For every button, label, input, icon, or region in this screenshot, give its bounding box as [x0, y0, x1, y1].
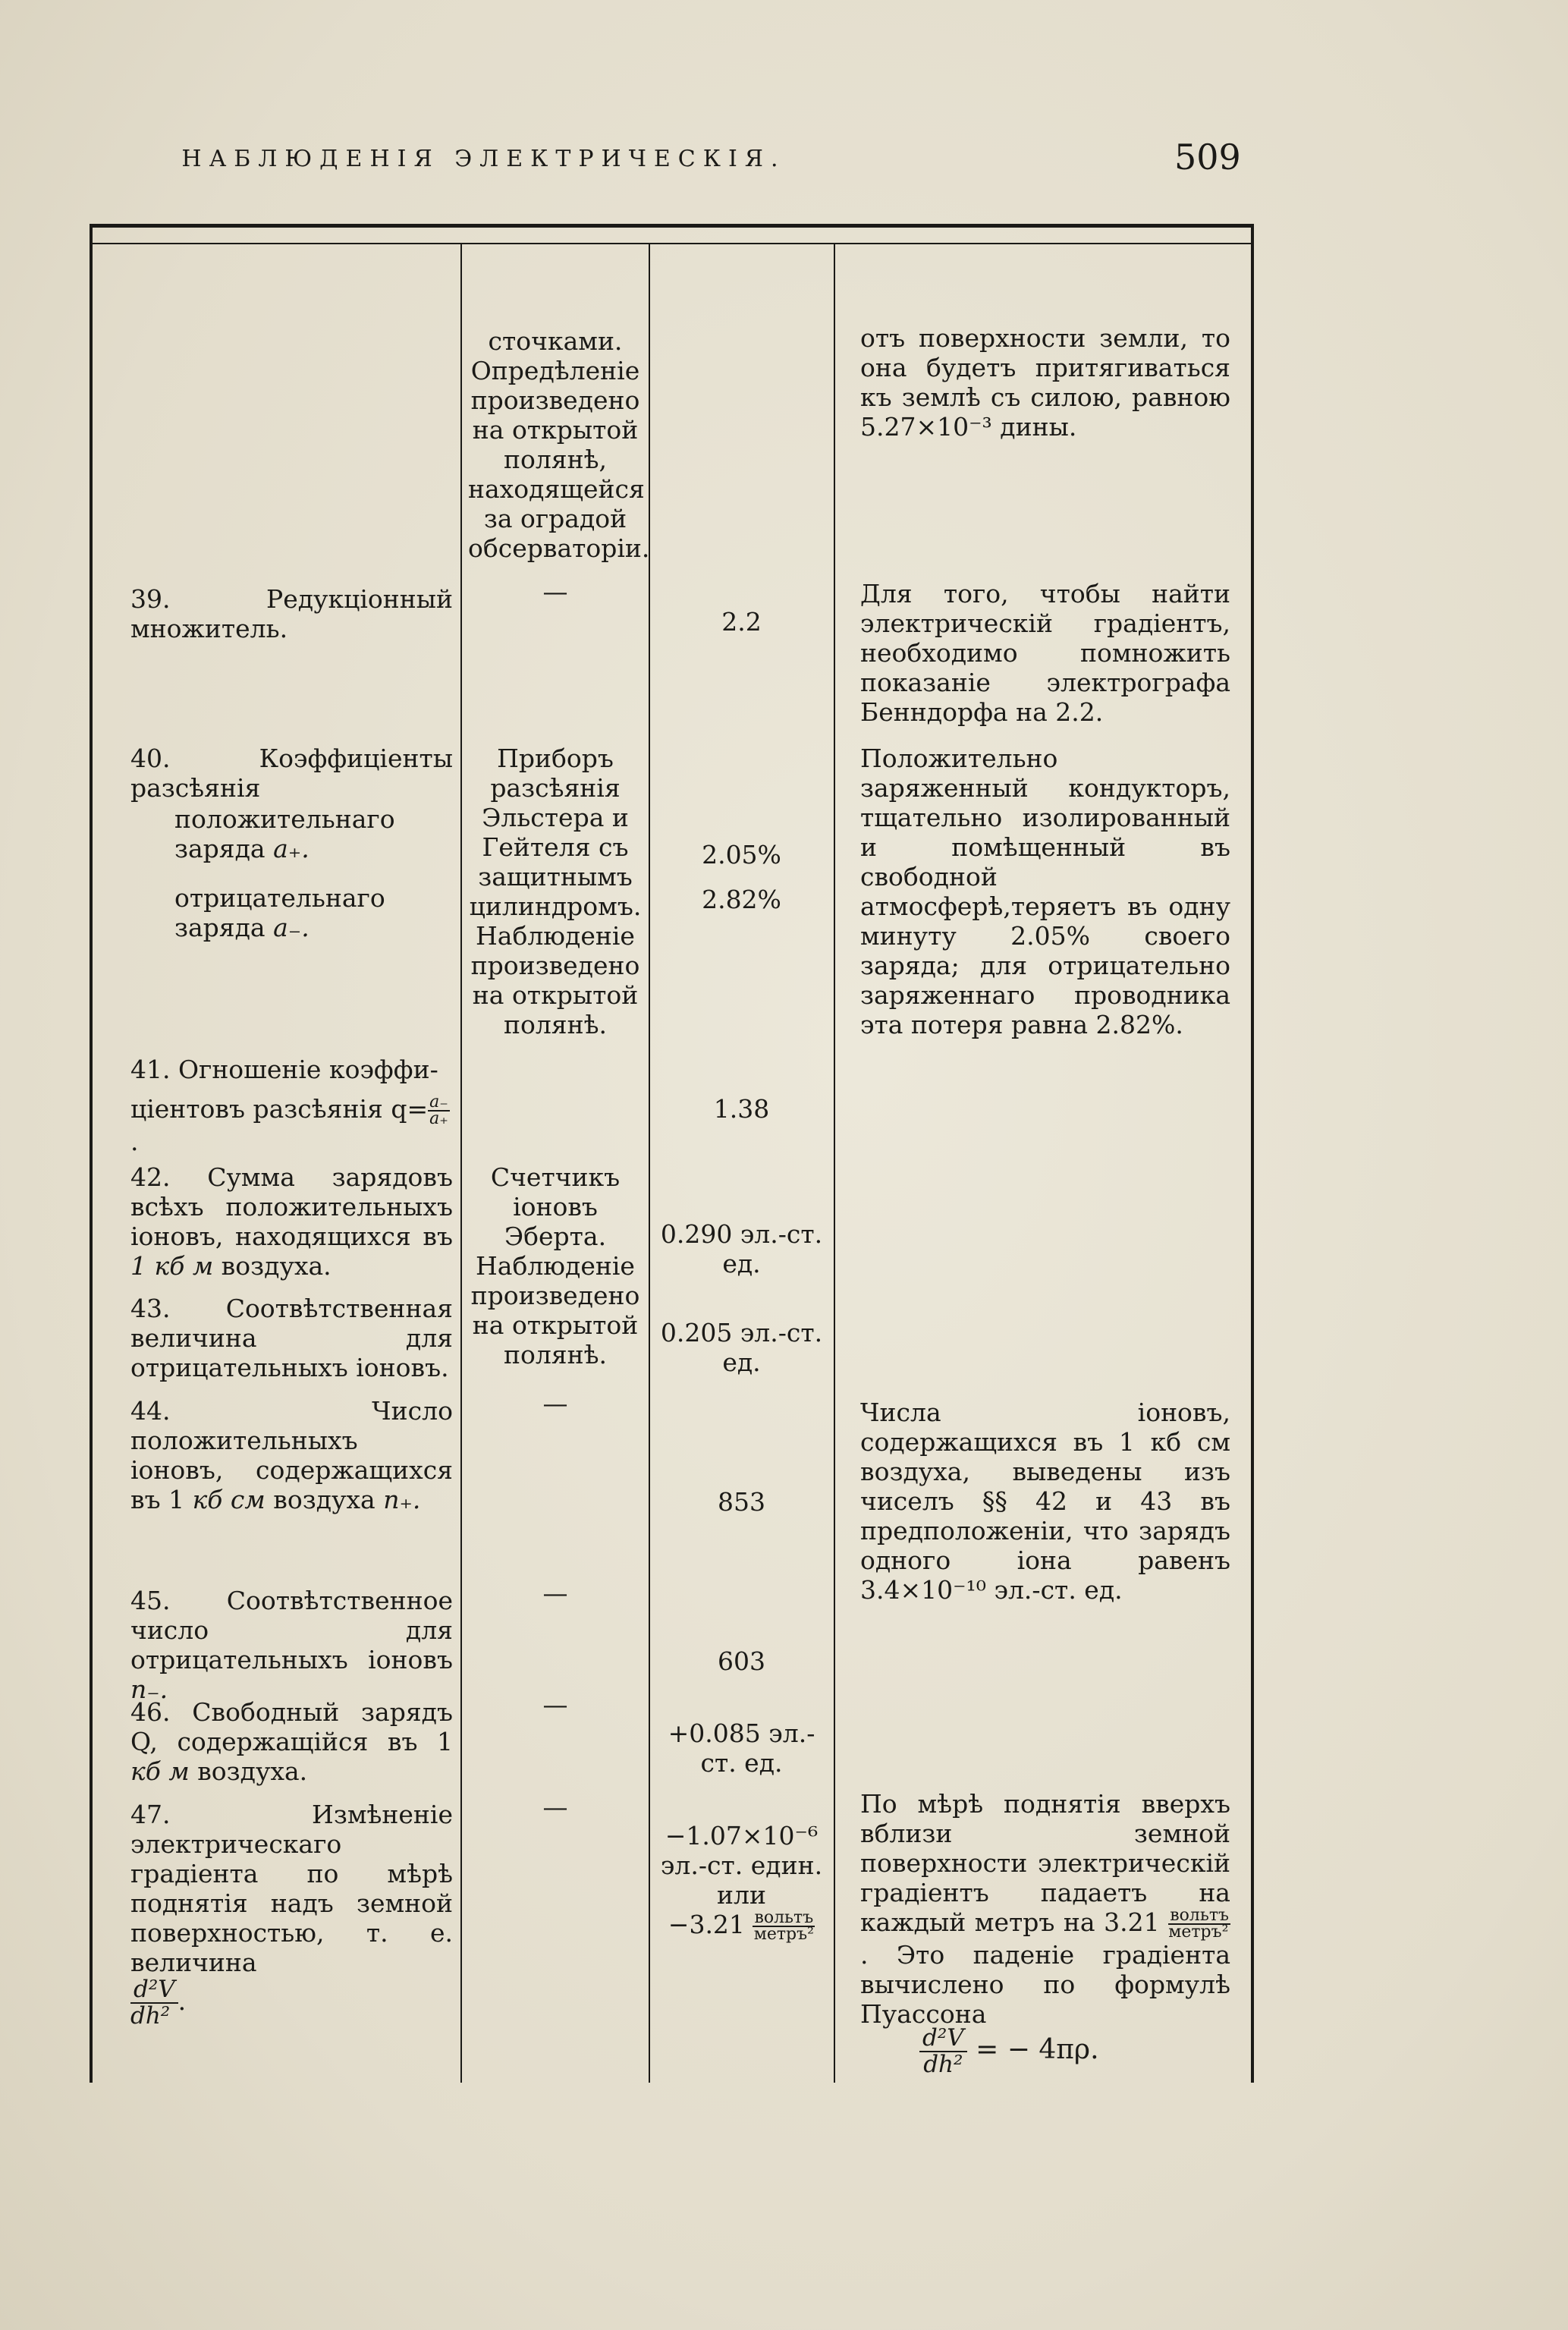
row-44-note: Числа іоновъ, содержащихся въ 1 кб см воздуха, выведены изъ чиселъ §§ 42 и 43 въ предположеніи, что зарядъ одного іона равенъ 3.4×10⁻¹⁰ эл.-ст. ед.: [860, 1398, 1230, 1605]
row-40-value-negative: 2.82%: [702, 885, 781, 914]
row-47-value-line2: эл.-ст. един.: [660, 1850, 823, 1880]
row-45-method: —: [542, 1578, 568, 1608]
row-47-name: 47. Измѣненіе электрическаго градіента по мѣрѣ поднятія надъ земной поверхностью, т. е. величина $\frac{\text{d²V}}{\text{dh²}}$.: [130, 1800, 453, 2030]
row-40-sub-positive-text: положительнаго заряда: [174, 804, 395, 863]
column-divider: [460, 244, 462, 2083]
row-46-name-text: 46. Свободный зарядъ Q, содержащійся въ 1: [130, 1697, 453, 1756]
row-47-value-number: −3.21: [668, 1910, 745, 1939]
poisson-rhs: = − 4πρ.: [976, 2034, 1099, 2065]
row-47-formula-denominator: dh²: [130, 2002, 171, 2030]
row-40-name: 40. Коэффиціенты разсѣянія: [130, 744, 453, 803]
row-44-name-unit: кб см: [192, 1485, 266, 1514]
poisson-fraction: [919, 2026, 967, 2077]
row-44-name-symbol: n₊.: [383, 1485, 421, 1514]
row-47-note-unit-numerator: вольтъ: [1170, 1906, 1229, 1925]
row-45-name-symbol: n₋.: [130, 1674, 168, 1704]
row-47-note-part2: . Это паденіе градіента вычислено по формулѣ Пуассона: [860, 1940, 1230, 2029]
row-47-note-unit-denominator: метръ²: [1168, 1923, 1229, 1942]
row-47-note: [860, 1789, 1230, 2029]
row-42-name-tail: воздуха.: [213, 1251, 332, 1281]
row-39-method: —: [542, 577, 568, 606]
row-44-name-text: 44. Число положительныхъ іоновъ, содержащихся въ 1: [130, 1396, 453, 1514]
row-40-value-positive: 2.05%: [702, 840, 781, 869]
row-40-note: Положительно заряженный кондукторъ, тщательно изолированный и помѣщенный въ свободной атмосферѣ,теряетъ въ одну минуту 2.05% своего заряда; для отрицательно заряженнаго проводника эта потеря равна 2.82%.: [860, 744, 1230, 1039]
row-40-method: Приборъ разсѣянія Эльстера и Гейтеля съ защитнымъ цилиндромъ. Наблюденіе произведено на открытой полянѣ.: [469, 744, 642, 1039]
row-47-value-unit-denominator: метръ²: [753, 1925, 814, 1944]
row-44-name-tail: воздуха: [273, 1485, 376, 1514]
row-47-value-unit-numerator: вольтъ: [754, 1908, 814, 1927]
row-45-name-text: 45. Соотвѣтственное число для отрицательныхъ іоновъ: [130, 1586, 453, 1674]
row-41-fraction-denominator: a₊: [429, 1109, 448, 1128]
method-cell-continued: сточками. Опредѣленіе произведено на открытой полянѣ, находящейся за оградой обсерваторіи.: [468, 326, 650, 563]
note-cell-continued: отъ поверхности земли, то она будетъ притягиваться къ землѣ съ силою, равною 5.27×10⁻³ дины.: [860, 323, 1230, 442]
row-43-value: 0.205 эл.-ст. ед.: [660, 1318, 823, 1377]
row-40-sub-negative-text: отрицательнаго заряда: [174, 883, 385, 942]
row-41-name-line1: 41. Огношеніе коэффи-: [130, 1055, 438, 1084]
poisson-formula: [919, 2026, 1238, 2077]
column-divider: [834, 244, 835, 2083]
row-47-value-unit: [753, 1910, 815, 1942]
row-44-method: —: [542, 1388, 568, 1418]
row-40-sub-positive-symbol: a₊.: [273, 834, 310, 863]
row-45-value: 603: [718, 1646, 765, 1676]
row-46-name-unit: кб м: [130, 1756, 190, 1786]
row-47-method: —: [542, 1792, 568, 1822]
row-47-formula-numerator: d²V: [130, 1977, 178, 2004]
row-42-method: Счетчикъ іоновъ Эберта. Наблюденіе произведено на открытой полянѣ.: [470, 1162, 640, 1369]
row-47-value: [656, 1821, 827, 1942]
row-44-name: [130, 1396, 453, 1514]
row-41-fraction-numerator: a₋: [429, 1093, 448, 1112]
row-41-value: 1.38: [713, 1094, 770, 1124]
row-42-name: [130, 1162, 453, 1281]
row-47-name-text: 47. Измѣненіе электрическаго градіента по мѣрѣ поднятія надъ земной поверхностью, т. е. величина: [130, 1800, 453, 1977]
row-42-name-text: 42. Сумма зарядовъ всѣхъ положительныхъ іоновъ, находящихся въ: [130, 1162, 453, 1251]
row-40-sub-negative-symbol: a₋.: [273, 913, 310, 942]
row-41-name-line2: ціентовъ разсѣянія q= $\frac{a_-}{a_+}$ .: [130, 1093, 448, 1156]
row-40-sub-positive: [130, 804, 453, 863]
row-47-note-part1: По мѣрѣ поднятія вверхъ вблизи земной поверхности электрическій градіентъ падаетъ на каждый метръ на 3.21: [860, 1789, 1230, 1937]
row-46-name-tail: воздуха.: [197, 1756, 308, 1786]
row-42-value: 0.290 эл.-ст. ед.: [660, 1219, 823, 1278]
row-44-value: 853: [718, 1487, 765, 1517]
row-47-value-line3: или: [717, 1880, 766, 1910]
row-39-name: 39. Редукціонный множитель.: [130, 584, 453, 643]
row-39-value: 2.2: [721, 607, 762, 637]
row-46-name: [130, 1697, 453, 1786]
row-46-method: —: [542, 1690, 568, 1719]
column-divider: [649, 244, 650, 2083]
row-41-formula-lhs: ціентовъ разсѣянія q=: [130, 1094, 429, 1124]
row-47-note-unit: [1168, 1908, 1230, 1940]
row-41-formula-fraction: [428, 1095, 450, 1127]
observation-table: [90, 224, 1254, 2083]
row-47-formula: [130, 1977, 178, 2029]
poisson-denominator: dh²: [923, 2051, 963, 2078]
poisson-numerator: d²V: [919, 2026, 967, 2052]
row-46-value: +0.085 эл.-ст. ед.: [668, 1718, 815, 1778]
row-43-name: 43. Соотвѣтственная величина для отрицательныхъ іоновъ.: [130, 1294, 453, 1382]
row-42-name-unit: 1 кб м: [130, 1251, 214, 1281]
row-39-note: Для того, чтобы найти электрическій градіентъ, необходимо помножить показаніе электрографа Бенндорфа на 2.2.: [860, 579, 1230, 727]
row-47-value-line4: [656, 1910, 827, 1942]
running-head: НАБЛЮДЕНІЯ ЭЛЕКТРИЧЕСКІЯ.: [181, 146, 786, 172]
row-47-value-line1: −1.07×10⁻⁶: [665, 1821, 819, 1850]
row-40-sub-negative: [130, 883, 453, 942]
row-45-name: [130, 1586, 453, 1704]
page-number: 509: [1174, 137, 1241, 178]
